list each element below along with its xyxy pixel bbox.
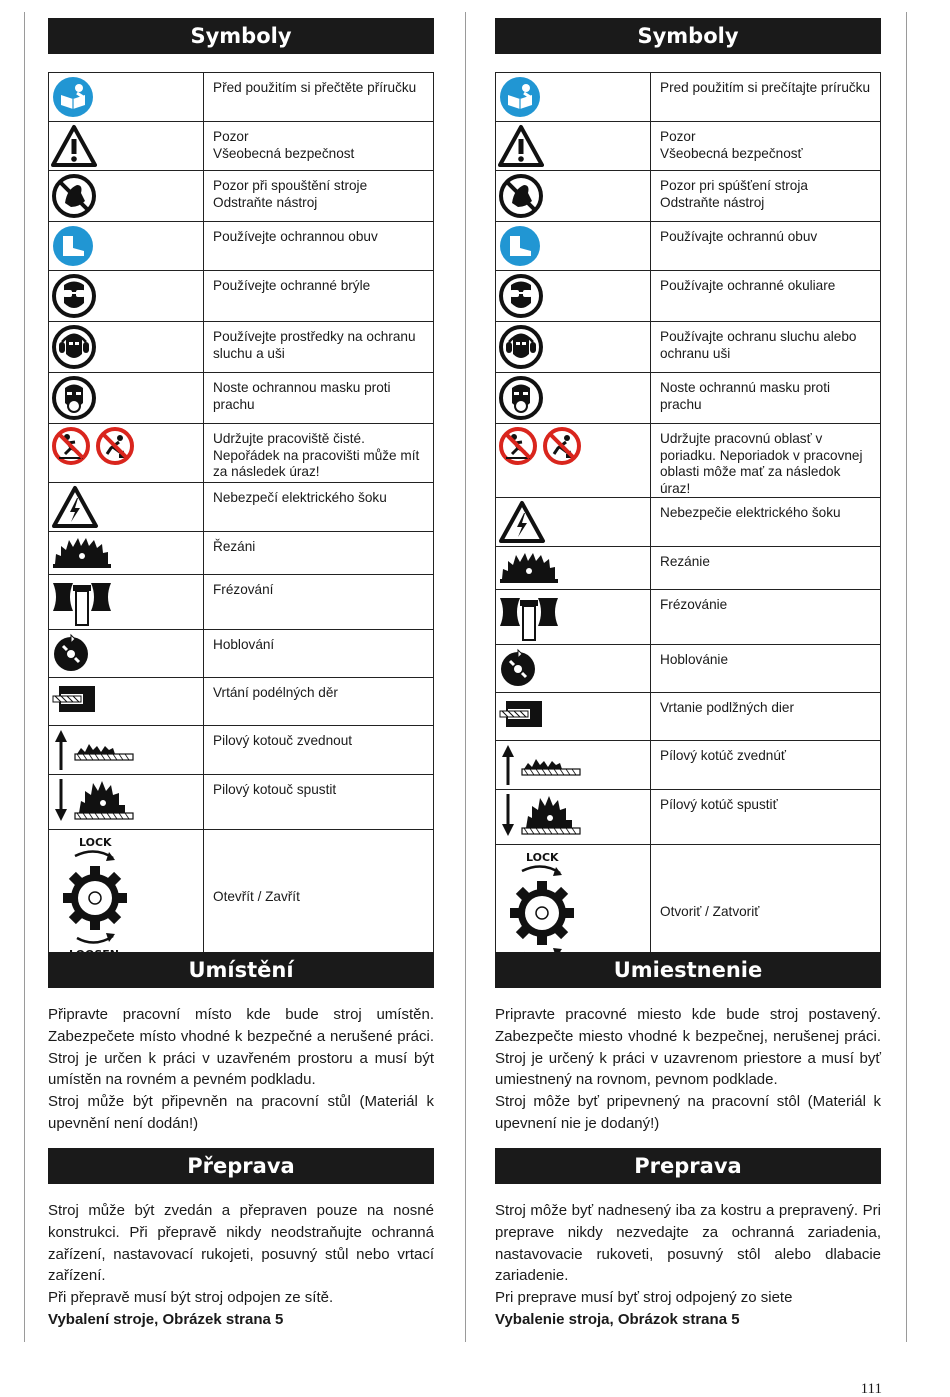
symbol-row — [49, 271, 434, 322]
symbol-description: Otevřít / Zavřít — [204, 830, 434, 965]
safety-shoes-icon — [496, 222, 651, 271]
symbol-row — [496, 171, 881, 222]
left-margin-line — [24, 12, 25, 1342]
placement-paragraph: Pripravte pracovné miesto kde bude stroj postavený. Zabezpečte miesto vhodné k bezpečnej, nerušenej práci. Stroj je určený k práci v uzavrenom priestore a musí byť umiestnený na rovnom, pevnom podklade. — [495, 1006, 881, 1089]
symbol-description: Nebezpečí elektrického šoku — [204, 483, 434, 532]
symbol-description: Pred použitím si prečítajte príručku — [651, 73, 881, 122]
symbol-row — [496, 322, 881, 373]
page-number: 111 — [860, 1381, 882, 1397]
symbol-row — [49, 322, 434, 373]
symbol-description: Používejte prostředky na ochranu sluchu a uši — [204, 322, 434, 373]
symbols-table — [495, 72, 881, 980]
symbol-row — [49, 775, 434, 830]
planing-icon — [49, 630, 204, 678]
symbol-row — [496, 373, 881, 424]
sawing-icon — [496, 547, 651, 590]
ear-protection-icon — [496, 322, 651, 373]
placement-heading: Umístění — [48, 952, 434, 988]
symbol-row — [49, 122, 434, 171]
lower-blade-icon — [496, 790, 651, 845]
symbol-row — [49, 424, 434, 483]
symbol-row — [496, 645, 881, 693]
symbol-description: Pozor Všeobecná bezpečnost — [204, 122, 434, 171]
placement-paragraph: Stroj může být připevněn na pracovní stůl (Materiál k upevnění není dodán!) — [48, 1093, 434, 1132]
symbol-description: Hoblování — [204, 630, 434, 678]
transport-text — [495, 1200, 881, 1331]
symbol-row — [49, 678, 434, 726]
placement-text — [495, 1004, 881, 1135]
symbol-row — [49, 373, 434, 424]
symbol-row — [49, 73, 434, 122]
symbol-description: Noste ochrannou masku proti prachu — [204, 373, 434, 424]
symbol-description: Pozor Všeobecná bezpečnosť — [651, 122, 881, 171]
symbol-row — [49, 830, 434, 965]
symbol-description: Používajte ochranné okuliare — [651, 271, 881, 322]
raise-blade-icon — [49, 726, 204, 775]
planing-icon — [496, 645, 651, 693]
electric-shock-icon — [49, 483, 204, 532]
symbol-row — [496, 73, 881, 122]
symbols-table — [48, 72, 434, 965]
transport-paragraph: Při přepravě musí být stroj odpojen ze sítě. — [48, 1289, 334, 1307]
symbol-description: Pozor pri spúšťení stroja Odstraňte nástroj — [651, 171, 881, 222]
symbol-description: Pilový kotouč zvednout — [204, 726, 434, 775]
symbol-row — [496, 790, 881, 845]
symbol-description: Používajte ochrannú obuv — [651, 222, 881, 271]
milling-icon — [496, 590, 651, 645]
transport-paragraph: Stroj může být zvedán a přepraven pouze na nosné konstrukci. Při přepravě nikdy neodstraňujte ochranná zařízení, nastavovací rukojeti, posuvný stůl nebo vrtací zařízení. — [48, 1202, 434, 1285]
unpacking-reference: Vybalenie stroja, Obrázok strana 5 — [495, 1310, 740, 1328]
symbol-row — [49, 483, 434, 532]
slot-drilling-icon — [49, 678, 204, 726]
slip-trip-hazard-icons — [49, 424, 204, 483]
symbol-description: Pílový kotúč zvednúť — [651, 741, 881, 790]
symbol-row — [496, 222, 881, 271]
dust-mask-icon — [49, 373, 204, 424]
symbols-heading: Symboly — [495, 18, 881, 54]
symbol-description: Frézování — [204, 575, 434, 630]
symbol-description: Udržujte pracovnú oblasť v poriadku. Neporiadok v pracovnej oblasti môže mať za následok úraz! — [651, 424, 881, 498]
ear-protection-icon — [49, 322, 204, 373]
electric-shock-icon — [496, 498, 651, 547]
general-warning-icon — [49, 122, 204, 171]
center-divider-line — [465, 12, 466, 1342]
symbol-row — [49, 575, 434, 630]
symbol-row — [496, 693, 881, 741]
placement-text — [48, 1004, 434, 1135]
symbol-description: Udržujte pracoviště čisté. Nepořádek na pracovišti může mít za následek úraz! — [204, 424, 434, 483]
safety-glasses-icon — [49, 271, 204, 322]
remove-tool-icon — [49, 171, 204, 222]
symbol-row — [496, 547, 881, 590]
read-manual-icon — [49, 73, 204, 122]
slip-trip-hazard-icons — [496, 424, 651, 498]
transport-paragraph: Pri preprave musí byť stroj odpojený zo siete — [495, 1289, 793, 1307]
symbol-row — [496, 498, 881, 547]
symbol-description: Otvoriť / Zatvoriť — [651, 845, 881, 980]
placement-heading: Umiestnenie — [495, 952, 881, 988]
safety-glasses-icon — [496, 271, 651, 322]
placement-paragraph: Stroj môže byť pripevnený na pracovní stôl (Materiál k upevnení nie je dodaný!) — [495, 1093, 881, 1132]
symbol-row — [496, 122, 881, 171]
remove-tool-icon — [496, 171, 651, 222]
symbols-heading: Symboly — [48, 18, 434, 54]
read-manual-icon — [496, 73, 651, 122]
symbol-description: Před použitím si přečtěte příručku — [204, 73, 434, 122]
symbol-description: Pilový kotouč spustit — [204, 775, 434, 830]
symbol-description: Vrtanie podlžných dier — [651, 693, 881, 741]
column-slovak — [495, 18, 881, 1328]
svg-text:LOCK: LOCK — [526, 851, 559, 864]
symbol-description: Vrtání podélných děr — [204, 678, 434, 726]
symbol-description: Řezáni — [204, 532, 434, 575]
symbol-description: Používejte ochranné brýle — [204, 271, 434, 322]
symbol-description: Frézovánie — [651, 590, 881, 645]
symbol-description: Hoblovánie — [651, 645, 881, 693]
symbol-description: Noste ochrannú masku proti prachu — [651, 373, 881, 424]
safety-shoes-icon — [49, 222, 204, 271]
milling-icon — [49, 575, 204, 630]
sawing-icon — [49, 532, 204, 575]
symbol-description: Nebezpečie elektrického šoku — [651, 498, 881, 547]
symbol-description: Používejte ochrannou obuv — [204, 222, 434, 271]
transport-heading: Přeprava — [48, 1148, 434, 1184]
symbol-description: Používajte ochranu sluchu alebo ochranu uši — [651, 322, 881, 373]
symbol-row — [49, 630, 434, 678]
symbol-row — [496, 271, 881, 322]
symbol-row — [496, 741, 881, 790]
placement-paragraph: Připravte pracovní místo kde bude stroj umístěn. Zabezpečete místo vhodné k bezpečné a nerušené práci. Stroj je určen k práci v uzavřeném prostoru a musí být umístěn na rovném a pevném podkladu. — [48, 1006, 434, 1089]
transport-heading: Preprava — [495, 1148, 881, 1184]
symbol-description: Pozor při spouštění stroje Odstraňte nástroj — [204, 171, 434, 222]
symbol-description: Rezánie — [651, 547, 881, 590]
symbol-row — [496, 590, 881, 645]
transport-text — [48, 1200, 434, 1331]
slot-drilling-icon — [496, 693, 651, 741]
lower-blade-icon — [49, 775, 204, 830]
raise-blade-icon — [496, 741, 651, 790]
symbol-row — [49, 726, 434, 775]
column-czech — [48, 18, 434, 1328]
symbol-description: Pílový kotúč spustiť — [651, 790, 881, 845]
symbol-row — [496, 424, 881, 498]
transport-paragraph: Stroj môže byť nadnesený iba za kostru a prepravený. Pri preprave nikdy nezvedajte za ochranná zariadenia, nastavovacie rukoveti, posuvný stôl alebo dlabacie zariadenie. — [495, 1202, 881, 1285]
right-margin-line — [906, 12, 907, 1342]
unpacking-reference: Vybalení stroje, Obrázek strana 5 — [48, 1310, 284, 1328]
symbol-row — [49, 532, 434, 575]
general-warning-icon — [496, 122, 651, 171]
svg-text:LOCK: LOCK — [79, 836, 112, 849]
dust-mask-icon — [496, 373, 651, 424]
symbol-row — [49, 171, 434, 222]
symbol-row — [49, 222, 434, 271]
lock-loosen-icon — [49, 830, 204, 965]
